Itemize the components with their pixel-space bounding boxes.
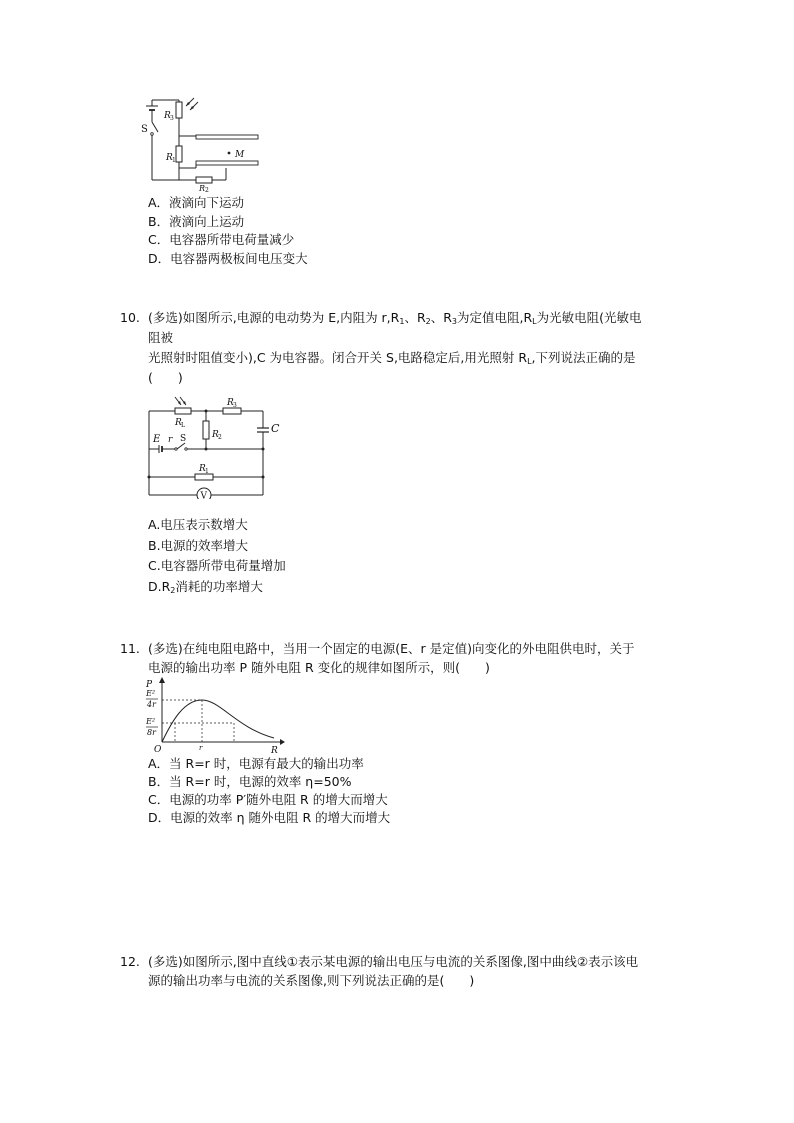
q10-label-S: S — [180, 434, 187, 444]
q11-option-a: A．当 R=r 时，电源有最大的输出功率 — [148, 756, 364, 771]
q10-label-C: C — [271, 422, 280, 435]
q10-label-E: E — [153, 434, 161, 445]
q10-label-R3: R — [227, 398, 234, 408]
q10-label-R1-sub: 1 — [205, 468, 209, 475]
q10-stem-part: 为定值电阻,R — [457, 310, 533, 325]
q9-label-R2-sub: 2 — [205, 187, 209, 192]
q10-sub: 2 — [425, 317, 431, 326]
q10-stem-part: 光照射时阻值变小),C 为电容器。闭合开关 S,电路稳定后,用光照射 R — [148, 350, 528, 365]
q12-number: 12. — [120, 954, 140, 969]
q10-option-c: C.电容器所带电荷量增加 — [148, 558, 286, 573]
q11-axis-R: R — [271, 746, 278, 754]
q9-option-d: D．电容器两极板间电压变大 — [148, 251, 308, 266]
q9-label-M: M — [235, 150, 245, 160]
q11-power-graph — [142, 676, 287, 754]
q9-label-R1-sub: 1 — [172, 157, 176, 164]
q11-axis-r: r — [199, 744, 203, 752]
q10-stem-line-1 — [148, 309, 642, 331]
q9-option-c: C．电容器所带电荷量减少 — [148, 232, 295, 247]
q11-mid-den: 8r — [147, 728, 156, 737]
q10-stem-part: (多选)如图所示,电源的电动势为 E,内阻为 r,R — [148, 310, 400, 325]
q10-sub: 2 — [170, 586, 176, 595]
q10-option-d-part: D.R — [148, 579, 171, 594]
q9-label-R2: R — [199, 184, 206, 192]
q11-number: 11. — [120, 641, 140, 656]
q10-answer-blank: ( ) — [148, 370, 183, 385]
q10-option-b: B.电源的效率增大 — [148, 538, 249, 553]
q10-stem-line-3 — [148, 349, 636, 371]
q9-label-R3: R — [164, 111, 171, 121]
q10-option-d — [148, 578, 263, 600]
q10-label-R2: R — [212, 430, 219, 440]
q11-option-b: B．当 R=r 时，电源的效率 η=50% — [148, 774, 352, 789]
q11-axis-P: P — [146, 680, 153, 690]
q10-sub: 1 — [399, 317, 405, 326]
q10-label-V: V — [200, 491, 207, 499]
q10-option-a: A.电压表示数增大 — [148, 517, 248, 532]
q9-option-a: A．液滴向下运动 — [148, 195, 245, 210]
q10-label-RL-sub: L — [181, 422, 185, 429]
q10-stem-part: 、R — [404, 310, 426, 325]
q10-label-R1: R — [199, 464, 206, 474]
q10-stem-part: 为光敏电阻(光敏电 — [536, 310, 642, 325]
q10-stem-part: 、R — [430, 310, 452, 325]
q12-stem-line-2: 源的输出功率与电流的关系图像,则下列说法正确的是( ) — [148, 973, 475, 988]
q9-label-R3-sub: 3 — [170, 115, 174, 122]
q11-option-c: C．电源的功率 P′随外电阻 R 的增大而增大 — [148, 792, 388, 807]
q11-top-num: E² — [146, 689, 156, 698]
q9-label-R1: R — [166, 153, 173, 163]
q10-label-RL: R — [175, 418, 182, 428]
q10-option-d-part: 消耗的功率增大 — [175, 579, 263, 594]
q11-stem-line-1: (多选)在纯电阻电路中，当用一个固定的电源(E、r 是定值)向变化的外电阻供电时，关于 — [148, 641, 635, 656]
q11-top-den: 4r — [147, 700, 156, 709]
q11-axis-O: O — [154, 745, 162, 754]
q10-label-R3-sub: 3 — [233, 402, 237, 409]
q10-label-r: r — [168, 435, 173, 445]
q9-circuit-diagram — [138, 92, 264, 192]
q10-stem-line-2: 阻被 — [148, 330, 174, 345]
q10-label-R2-sub: 2 — [218, 434, 222, 441]
q12-stem-line-1: (多选)如图所示,图中直线①表示某电源的输出电压与电流的关系图像,图中曲线②表示该电 — [148, 954, 639, 969]
q10-circuit-diagram — [145, 395, 270, 499]
q11-mid-num: E² — [146, 717, 156, 726]
q11-stem-line-2: 电源的输出功率 P 随外电阻 R 变化的规律如图所示，则( ) — [148, 660, 490, 675]
q10-stem-part: ,下列说法正确的是 — [531, 350, 636, 365]
q10-sub: L — [532, 317, 537, 326]
q10-sub: 3 — [451, 317, 457, 326]
q10-sub: L — [527, 357, 532, 366]
q9-option-b: B．液滴向上运动 — [148, 214, 245, 229]
q11-option-d: D．电源的效率 η 随外电阻 R 的增大而增大 — [148, 810, 391, 825]
q9-label-S: S — [141, 124, 148, 135]
q10-number: 10. — [120, 310, 140, 325]
